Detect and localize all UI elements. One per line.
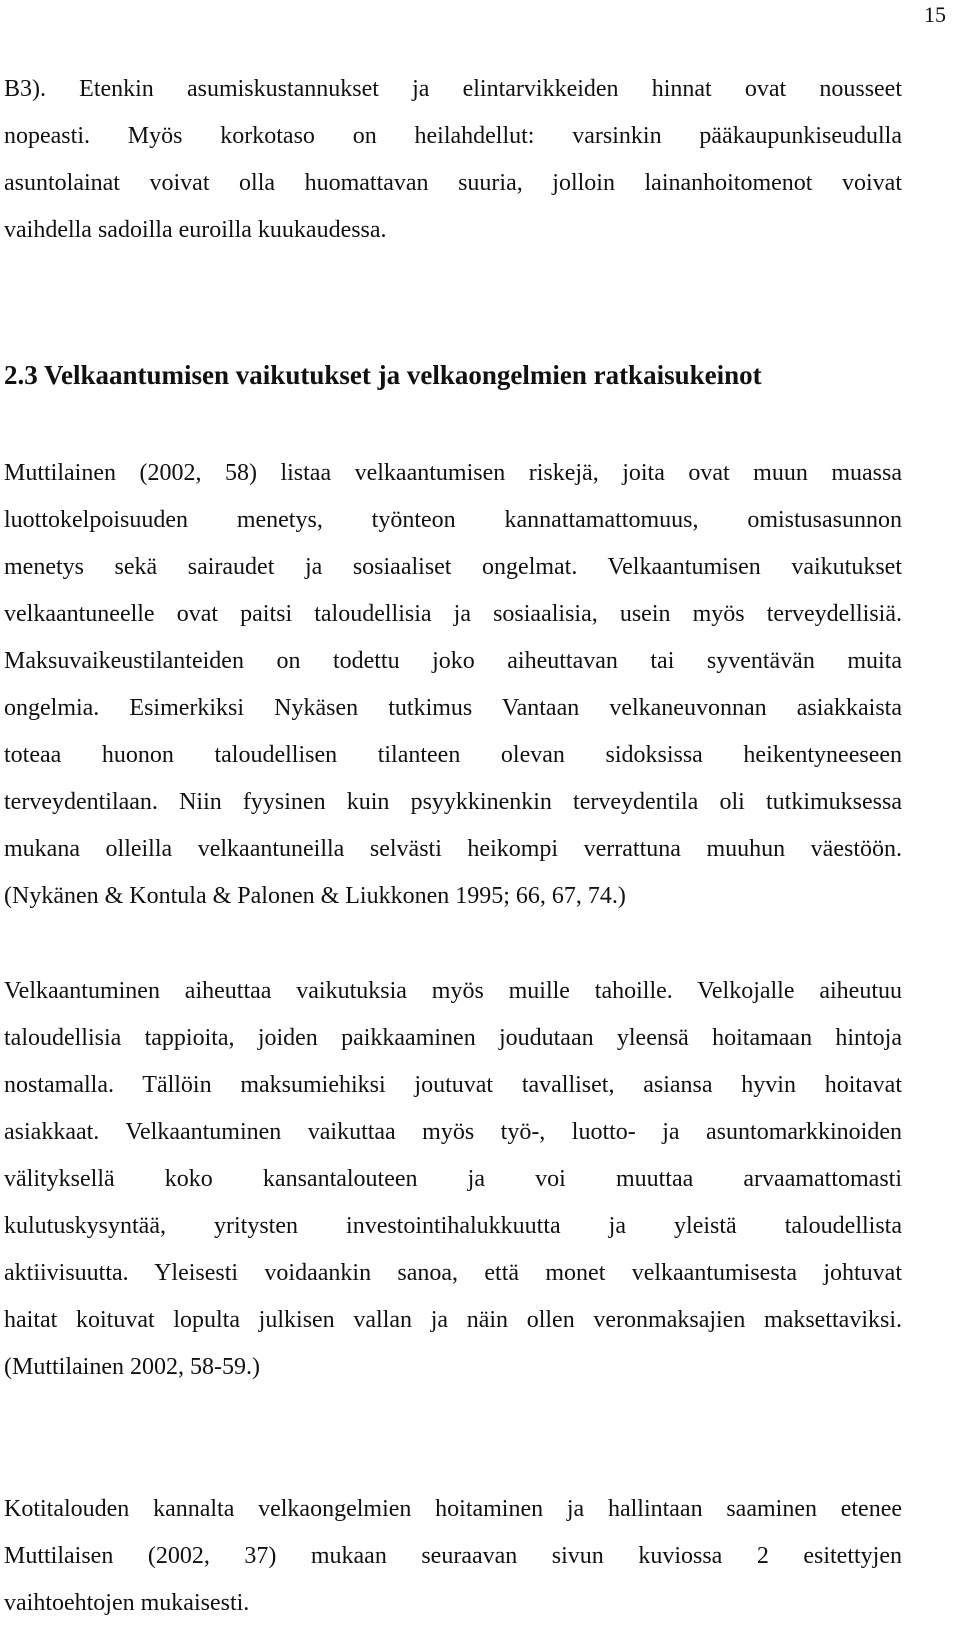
text-line: Maksuvaikeustilanteiden on todettu joko aiheuttavan tai syventävän muita: [4, 648, 902, 674]
paragraph-solutions: [4, 1486, 902, 1627]
paragraph-intro: [4, 66, 902, 254]
text-line: nostamalla. Tällöin maksumiehiksi joutuvat tavalliset, asiansa hyvin hoitavat: [4, 1072, 902, 1098]
text-line: Kotitalouden kannalta velkaongelmien hoitaminen ja hallintaan saaminen etenee: [4, 1496, 902, 1522]
text-line: nopeasti. Myös korkotaso on heilahdellut: varsinkin pääkaupunkiseudulla: [4, 123, 902, 149]
text-line: taloudellisia tappioita, joiden paikkaaminen joudutaan yleensä hoitamaan hintoja: [4, 1025, 902, 1051]
section-heading: 2.3 Velkaantumisen vaikutukset ja velkaongelmien ratkaisukeinot: [4, 360, 762, 390]
text-line: välityksellä koko kansantalouteen ja voi muuttaa arvaamattomasti: [4, 1166, 902, 1192]
text-line: terveydentilaan. Niin fyysinen kuin psyykkinenkin terveydentila oli tutkimuksessa: [4, 789, 902, 815]
text-line: haitat koituvat lopulta julkisen vallan ja näin ollen veronmaksajien maksettaviksi.: [4, 1307, 902, 1333]
text-line: luottokelpoisuuden menetys, työnteon kannattamattomuus, omistusasunnon: [4, 507, 902, 533]
paragraph-risks: [4, 450, 902, 920]
text-line: ongelmia. Esimerkiksi Nykäsen tutkimus Vantaan velkaneuvonnan asiakkaista: [4, 695, 902, 721]
text-line: asiakkaat. Velkaantuminen vaikuttaa myös työ-, luotto- ja asuntomarkkinoiden: [4, 1119, 902, 1145]
text-line: Velkaantuminen aiheuttaa vaikutuksia myös muille tahoille. Velkojalle aiheutuu: [4, 978, 902, 1004]
text-line: velkaantuneelle ovat paitsi taloudellisia ja sosiaalisia, usein myös terveydellisiä.: [4, 601, 902, 627]
text-line: vaihdella sadoilla euroilla kuukaudessa.: [4, 217, 387, 243]
text-line: (Nykänen & Kontula & Palonen & Liukkonen 1995; 66, 67, 74.): [4, 883, 626, 909]
paragraph-effects: [4, 968, 902, 1391]
text-line: mukana olleilla velkaantuneilla selvästi heikompi verrattuna muuhun väestöön.: [4, 836, 902, 862]
text-line: kulutuskysyntää, yritysten investointihalukkuutta ja yleistä taloudellista: [4, 1213, 902, 1239]
text-line: menetys sekä sairaudet ja sosiaaliset ongelmat. Velkaantumisen vaikutukset: [4, 554, 902, 580]
text-line: toteaa huonon taloudellisen tilanteen olevan sidoksissa heikentyneeseen: [4, 742, 902, 768]
text-line: (Muttilainen 2002, 58-59.): [4, 1354, 260, 1380]
text-line: aktiivisuutta. Yleisesti voidaankin sanoa, että monet velkaantumisesta johtuvat: [4, 1260, 902, 1286]
text-line: asuntolainat voivat olla huomattavan suuria, jolloin lainanhoitomenot voivat: [4, 170, 902, 196]
text-line: Muttilaisen (2002, 37) mukaan seuraavan sivun kuviossa 2 esitettyjen: [4, 1543, 902, 1569]
text-line: Muttilainen (2002, 58) listaa velkaantumisen riskejä, joita ovat muun muassa: [4, 460, 902, 486]
page-number: 15: [924, 2, 946, 27]
text-line: B3). Etenkin asumiskustannukset ja elintarvikkeiden hinnat ovat nousseet: [4, 76, 902, 102]
text-line: vaihtoehtojen mukaisesti.: [4, 1590, 250, 1616]
